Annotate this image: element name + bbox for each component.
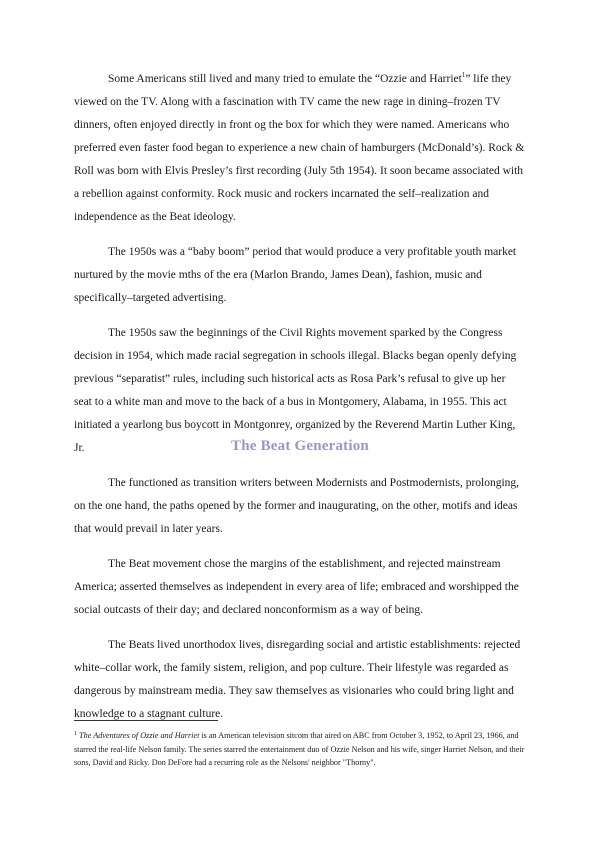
footnote	[74, 728, 526, 770]
paragraph-ozzie-harriet	[74, 68, 526, 229]
body-text-top	[74, 68, 526, 460]
body-text-bottom	[74, 472, 526, 726]
section-heading: The Beat Generation	[231, 438, 369, 454]
paragraph-text: ” life they viewed on the TV. Along with a fascination with TV came the new rage in dining–frozen TV dinners, often enjoyed directly in front og the box for which they were named. Americans who preferred even faster food began to experience a new chain of hamburgers (McDonald’s). Rock & Roll was born with Elvis Presley’s first recording (July 5th 1954). It soon became associated with a rebellion against conformity. Rock music and rockers incarnated the self–realization and independence as the Beat ideology.	[74, 73, 525, 223]
footnote-title: The Adventures of Ozzie and Harriet	[79, 731, 200, 740]
footnote-marker: 1	[74, 731, 77, 737]
footnote-reference[interactable]: 1	[461, 71, 466, 79]
paragraph-baby-boom: The 1950s was a “baby boom” period that would produce a very profitable youth market nurtured by the movie mths of the era (Marlon Brando, James Dean), fashion, music and specifically–targeted advertising.	[74, 246, 517, 304]
section-heading-wrap	[74, 436, 526, 456]
paragraph-beat-movement: The Beat movement chose the margins of the establishment, and rejected mainstream America; asserted themselves as independent in every area of life; embraced and worshipped the social outcasts of their day; and declared nonconformism as a way of being.	[74, 558, 519, 616]
paragraph-transition-writers: The functioned as transition writers between Modernists and Postmodernists, prolonging, on the one hand, the paths opened by the former and inaugurating, on the other, motifs and ideas that would prevail in later years.	[74, 477, 520, 535]
footnote-divider	[74, 720, 218, 721]
paragraph-text: Some Americans still lived and many tried to emulate the “Ozzie and Harriet	[108, 73, 462, 85]
footnote-text: is an American television sitcom that aired on ABC from October 3, 1952, to April 23, 1966, and starred the real-life Nelson family. The series starred the entertainment duo of Ozzie Nelson and his wife, singer Harriet Nelson, and their sons, David and Ricky. Don DeFore had a recurring role as the Nelsons' neighbor "Thorny".	[74, 731, 525, 768]
paragraph-civil-rights: The 1950s saw the beginnings of the Civil Rights movement sparked by the Congress decision in 1954, which made racial segregation in schools illegal. Blacks began openly defying previous “separatist” rules, including such historical acts as Rosa Park’s refusal to give up her seat to a white man and move to the back of a bus in Montgomery, Alabama, in 1955. This act initiated a yearlong bus boycott in Montgonrey, organized by the Reverend Martin Luther King, Jr.	[74, 327, 517, 454]
paragraph-beats-lives: The Beats lived unorthodox lives, disregarding social and artistic establishments: rejected white–collar work, the family sistem, religion, and pop culture. Their lifestyle was regarded as dangerous by mainstream media. They saw themselves as visionaries who could bring light and knowledge to a stagnant culture.	[74, 639, 521, 720]
